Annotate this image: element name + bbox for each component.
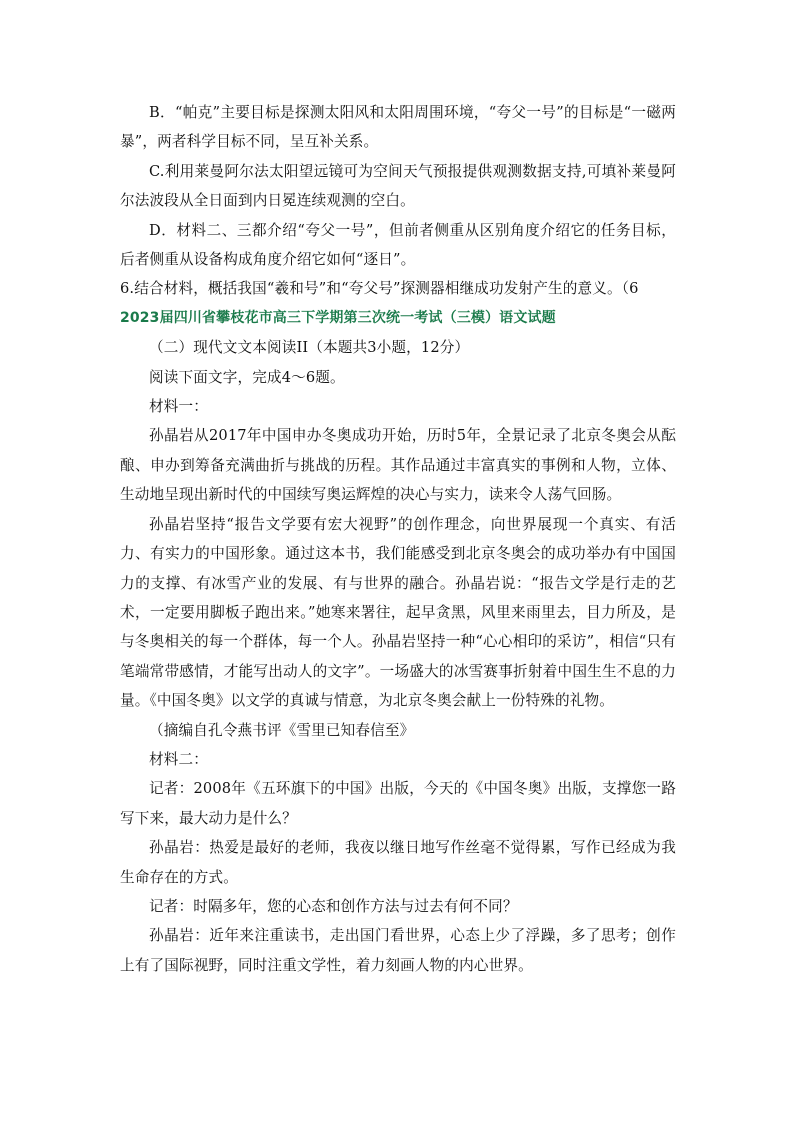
material-1-paragraph: 孙晶岩坚持“报告文学要有宏大视野”的创作理念，向世界展现一个真实、有活力、有实力的中国形象。通过这本书，我们能感受到北京冬奥会的成功举办有中国国力的支撑、有冰雪产业的发展、有与世界的融合。孙晶岩说：“报告文学是行走的艺术，一定要用脚板子跑出来。”她寒来署往，起早贪黑，风里来雨里去，目力所及，是与冬奥相关的每一个群体，每一个人。孙晶岩坚持一种“心心相印的采访”，相信“只有笔端常带感情，才能写出动人的文字”。一场盛大的冰雪赛事折射着中国生生不息的力量。《中国冬奥》以文学的真诚与情意，为北京冬奥会献上一份特殊的礼物。 [120, 515, 676, 710]
interview-paragraph: 记者：2008年《五环旗下的中国》出版，今天的《中国冬奥》出版，支撑您一路写下来，最大动力是什么？ [120, 780, 676, 827]
document-body [120, 98, 676, 980]
interview-paragraph: 孙晶岩：热爱是最好的老师，我夜以继日地写作丝毫不觉得累，写作已经成为我生命存在的方式。 [120, 839, 676, 886]
interview-paragraph: 孙晶岩：近年来注重读书，走出国门看世界，心态上少了浮躁，多了思考；创作上有了国际视野，同时注重文学性，着力刻画人物的内心世界。 [120, 927, 676, 974]
interview-paragraph: 记者：时隔多年，您的心态和创作方法与过去有何不同？ [149, 897, 518, 915]
material-1-paragraph: 孙晶岩从2017年中国申办冬奥成功开始，历时5年，全景记录了北京冬奥会从酝酿、申办到筹备充满曲折与挑战的历程。其作品通过丰富真实的事例和人物，立体、生动地呈现出新时代的中国续写奥运辉煌的决心与实力，读来令人荡气回肠。 [120, 427, 676, 504]
option-d-paragraph: D．材料二、三都介绍“夸父一号”，但前者侧重从区别角度介绍它的任务目标，后者侧重从设备构成角度介绍它如何“逐日”。 [120, 221, 676, 269]
material-2-label: 材料二： [149, 750, 208, 768]
reading-instruction: 阅读下面文字，完成4～6题。 [149, 368, 345, 386]
section-heading: （二）现代文文本阅读II（本题共3小题，12分） [149, 339, 470, 357]
option-b-paragraph: B．“帕克”主要目标是探测太阳风和太阳周围环境，“夸父一号”的目标是“一磁两暴”，两者科学目标不同，呈互补关系。 [120, 104, 676, 151]
citation: （摘编自孔令燕书评《雪里已知春信至》 [149, 721, 415, 739]
option-c-paragraph: C.利用莱曼阿尔法太阳望远镜可为空间天气预报提供观测数据支持,可填补莱曼阿尔法波段从全日面到内日冕连续观测的空白。 [120, 162, 676, 210]
exam-title: 2023届四川省攀枝花市高三下学期第三次统一考试（三模）语文试题 [120, 309, 556, 326]
material-1-label: 材料一： [149, 398, 208, 416]
question-6-paragraph: 6.结合材料，概括我国“羲和号”和“夸父号”探测器相继成功发射产生的意义。（6 [120, 280, 639, 298]
